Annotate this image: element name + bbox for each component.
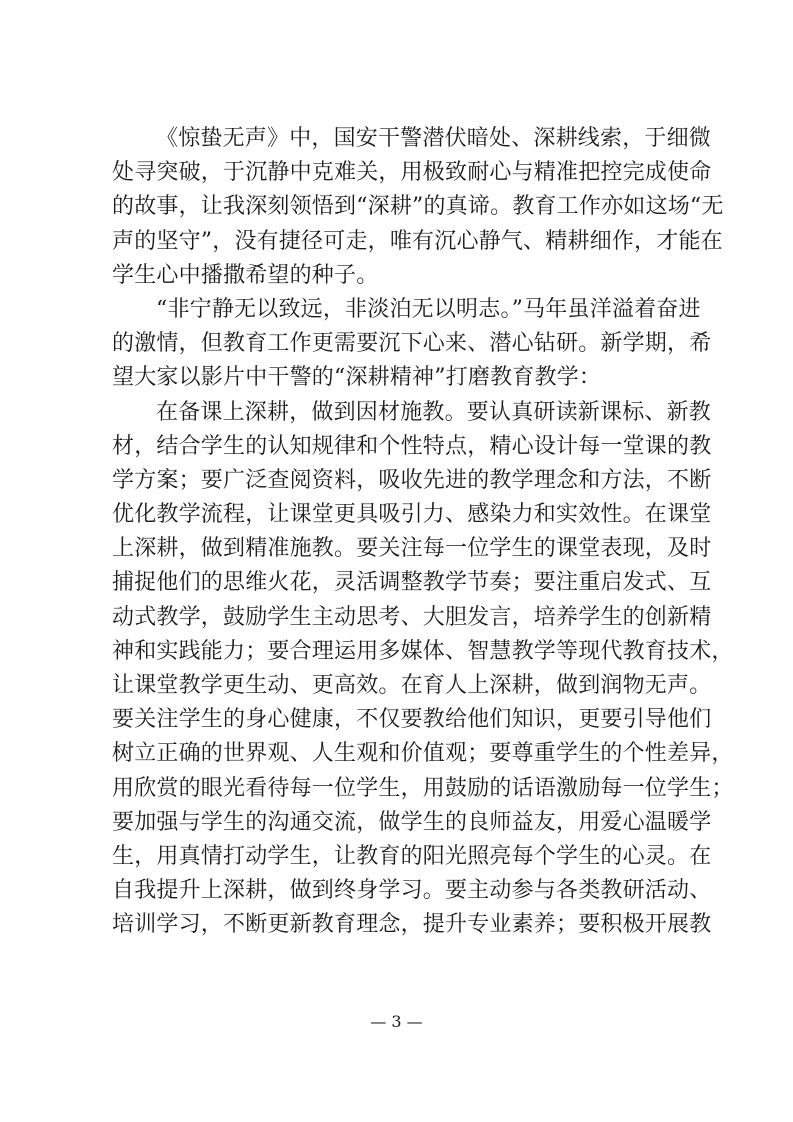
text-line: 要关注学生的身心健康，不仅要教给他们知识，更要引导他们 xyxy=(112,707,712,733)
text-line: 生，用真情打动学生，让教育的阳光照亮每个学生的心灵。在 xyxy=(112,843,712,869)
text-line: 自我提升上深耕，做到终身学习。要主动参与各类教研活动、 xyxy=(112,878,712,904)
page-number: — 3 — xyxy=(370,1012,423,1031)
text-line: 学方案；要广泛查阅资料，吸收先进的教学理念和方法，不断 xyxy=(112,467,712,493)
body-text xyxy=(112,122,734,943)
text-line: 捕捉他们的思维火花，灵活调整教学节奏；要注重启发式、互 xyxy=(112,570,712,596)
text-line: 上深耕，做到精准施教。要关注每一位学生的课堂表现，及时 xyxy=(112,536,712,562)
text-line: 神和实践能力；要合理运用多媒体、智慧教学等现代教育技术， xyxy=(112,638,734,664)
text-line: 动式教学，鼓励学生主动思考、大胆发言，培养学生的创新精 xyxy=(112,604,712,630)
text-line: 让课堂教学更生动、更高效。在育人上深耕，做到润物无声。 xyxy=(112,673,712,698)
text-line: “非宁静无以致远，非淡泊无以明志。”马年虽洋溢着奋进 xyxy=(156,296,701,322)
text-line: 要加强与学生的沟通交流，做学生的良师益友，用爱心温暖学 xyxy=(112,809,712,835)
text-line: 望大家以影片中干警的“深耕精神”打磨教育教学： xyxy=(112,365,602,391)
text-line: 声的坚守”，没有捷径可走，唯有沉心静气、精耕细作，才能在 xyxy=(112,228,723,254)
text-line: 的故事，让我深刻领悟到“深耕”的真谛。教育工作亦如这场“无 xyxy=(112,194,724,220)
text-line: 《惊蛰无声》中，国安干警潜伏暗处、深耕线索，于细微 xyxy=(156,126,712,151)
text-line: 在备课上深耕，做到因材施教。要认真研读新课标、新教 xyxy=(156,399,712,425)
text-line: 学生心中播撒希望的种子。 xyxy=(112,262,379,288)
text-line: 树立正确的世界观、人生观和价值观；要尊重学生的个性差异， xyxy=(112,741,734,767)
text-line: 的激情，但教育工作更需要沉下心来、潜心钻研。新学期，希 xyxy=(112,331,712,357)
text-line: 用欣赏的眼光看待每一位学生，用鼓励的话语激励每一位学生； xyxy=(112,775,734,801)
text-line: 处寻突破，于沉静中克难关，用极致耐心与精准把控完成使命 xyxy=(112,160,712,186)
text-line: 优化教学流程，让课堂更具吸引力、感染力和实效性。在课堂 xyxy=(112,502,712,528)
text-line: 材，结合学生的认知规律和个性特点，精心设计每一堂课的教 xyxy=(112,433,712,459)
text-line: 培训学习，不断更新教育理念，提升专业素养；要积极开展教 xyxy=(112,912,712,938)
